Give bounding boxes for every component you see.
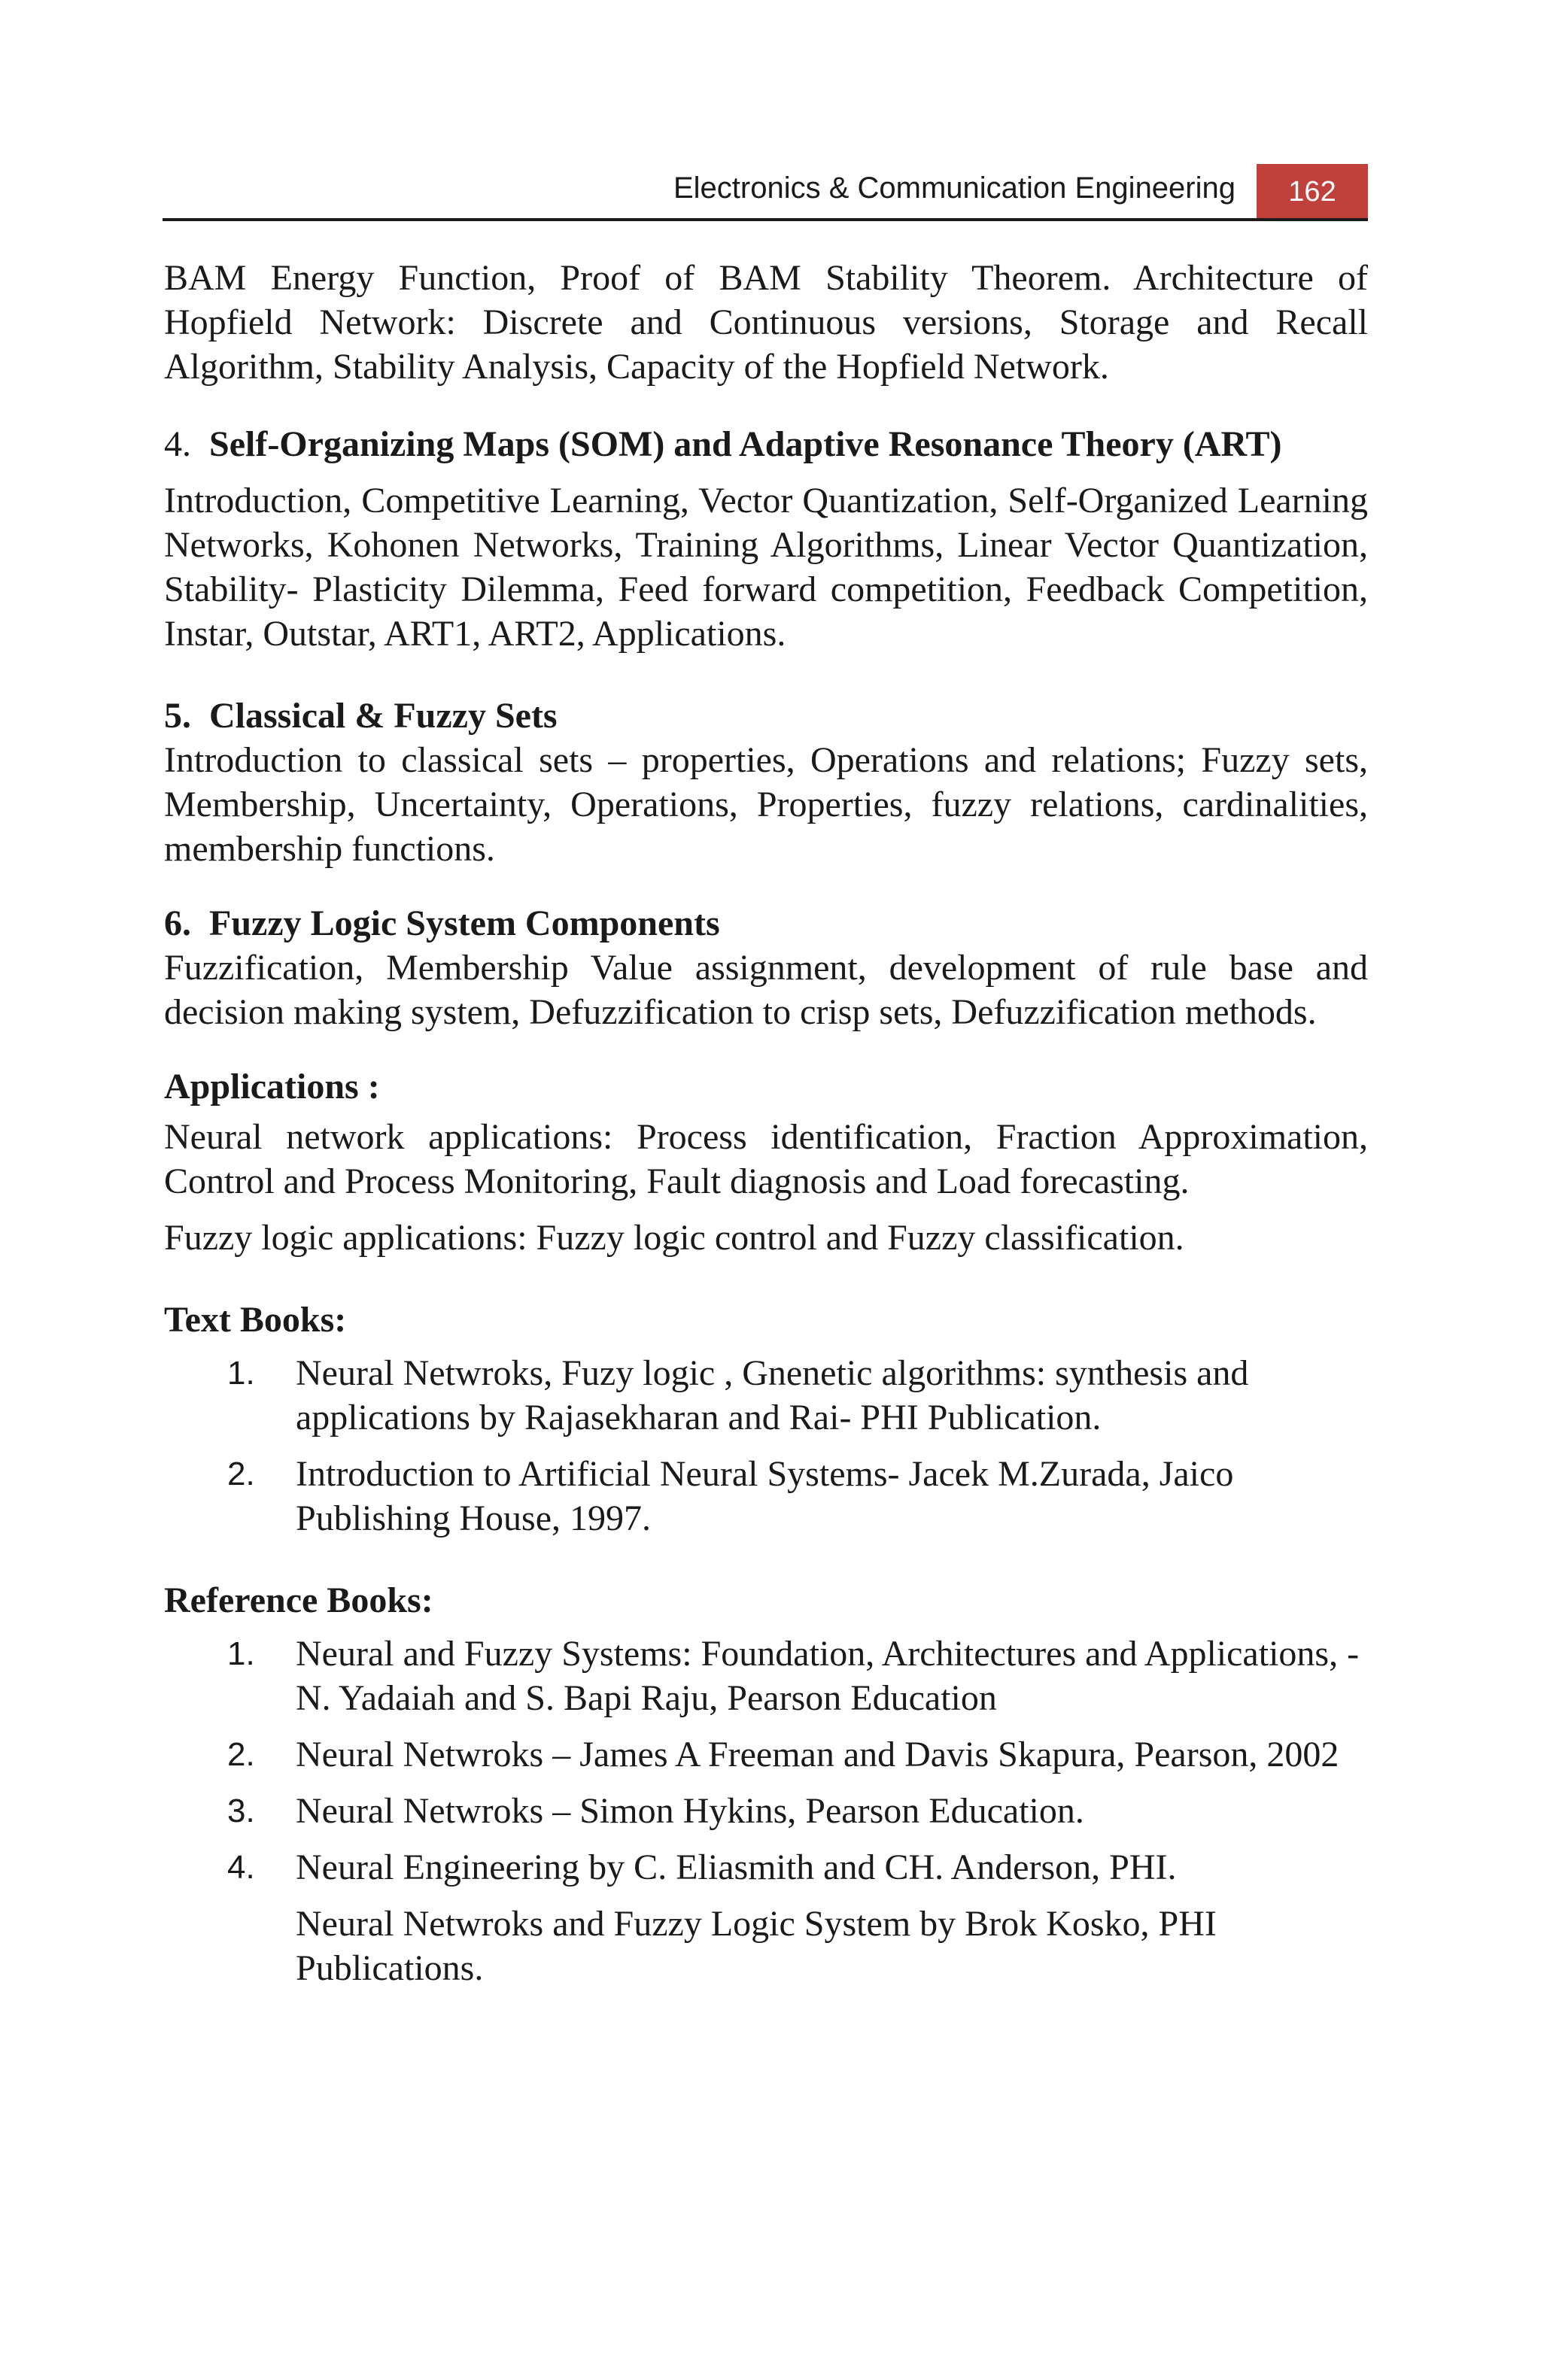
list-item xyxy=(164,1351,1368,1440)
list-number: 2. xyxy=(227,1736,255,1773)
list-text: Neural Netwroks – James A Freeman and Davis Skapura, Pearson, 2002 xyxy=(296,1735,1339,1774)
reference-books-heading: Reference Books: xyxy=(164,1580,433,1620)
header-rule xyxy=(163,218,1368,221)
applications-neural: Neural network applications: Process identification, Fraction Approximation, Control and Process Monitoring, Fault diagnosis and Load forecasting. xyxy=(164,1117,1368,1201)
list-text: Neural Engineering by C. Eliasmith and CH. Anderson, PHI. xyxy=(296,1847,1177,1887)
list-number: 3. xyxy=(227,1793,255,1829)
list-item xyxy=(164,1452,1368,1541)
section-title-5: Classical & Fuzzy Sets xyxy=(209,696,558,736)
list-text: Neural Netwroks – Simon Hykins, Pearson Education. xyxy=(296,1791,1084,1831)
section-title-4: Self-Organizing Maps (SOM) and Adaptive Resonance Theory (ART) xyxy=(209,424,1282,464)
list-item xyxy=(164,1732,1368,1777)
page-content xyxy=(164,256,1368,1990)
applications-fuzzy: Fuzzy logic applications: Fuzzy logic control and Fuzzy classification. xyxy=(164,1218,1184,1258)
section-heading-5 xyxy=(164,694,1368,738)
list-text: Neural and Fuzzy Systems: Foundation, Architectures and Applications, - N. Yadaiah and S. Bapi Raju, Pearson Education xyxy=(296,1634,1360,1718)
section-title-6: Fuzzy Logic System Components xyxy=(209,903,720,943)
list-item xyxy=(164,1902,1368,1990)
page-number-badge: 162 xyxy=(1257,164,1368,218)
header-title: Electronics & Communication Engineering xyxy=(673,172,1236,205)
list-number: 2. xyxy=(227,1456,255,1492)
list-number: 1. xyxy=(227,1635,255,1672)
section-body-4: Introduction, Competitive Learning, Vector Quantization, Self-Organized Learning Networks, Kohonen Networks, Training Algorithms, Linear Vector Quantization, Stability- Plasticity Dilemma, Feed forward competition, Feedback Competition, Instar, Outstar, ART1, ART2, Applications. xyxy=(164,481,1368,654)
section-number-5: 5. xyxy=(164,696,191,736)
intro-paragraph: BAM Energy Function, Proof of BAM Stability Theorem. Architecture of Hopfield Network: Discrete and Continuous versions, Storage and Recall Algorithm, Stability Analysis, Capacity of the Hopfield Network. xyxy=(164,258,1368,387)
section-heading-6 xyxy=(164,901,1368,946)
list-item xyxy=(164,1632,1368,1720)
reference-books-list xyxy=(164,1632,1368,1990)
page-header xyxy=(163,164,1368,221)
section-heading-4 xyxy=(164,422,1368,466)
section-number-4: 4. xyxy=(164,424,191,464)
text-books-heading: Text Books: xyxy=(164,1300,347,1340)
list-number: 4. xyxy=(227,1849,255,1886)
section-number-6: 6. xyxy=(164,903,191,943)
list-number: 1. xyxy=(227,1355,255,1392)
section-body-6: Fuzzification, Membership Value assignment, development of rule base and decision making system, Defuzzification to crisp sets, Defuzzification methods. xyxy=(164,948,1368,1032)
list-item xyxy=(164,1845,1368,1890)
section-body-5: Introduction to classical sets – properties, Operations and relations; Fuzzy sets, Membership, Uncertainty, Operations, Properties, fuzzy relations, cardinalities, membership functions. xyxy=(164,740,1368,869)
list-text: Neural Netwroks, Fuzy logic , Gnenetic algorithms: synthesis and applications by Rajasekharan and Rai- PHI Publication. xyxy=(296,1353,1249,1437)
text-books-list xyxy=(164,1351,1368,1541)
applications-heading: Applications : xyxy=(164,1067,380,1107)
list-text: Neural Netwroks and Fuzzy Logic System by Brok Kosko, PHI Publications. xyxy=(296,1904,1217,1988)
list-text: Introduction to Artificial Neural Systems- Jacek M.Zurada, Jaico Publishing House, 1997. xyxy=(296,1454,1234,1538)
list-item xyxy=(164,1789,1368,1833)
